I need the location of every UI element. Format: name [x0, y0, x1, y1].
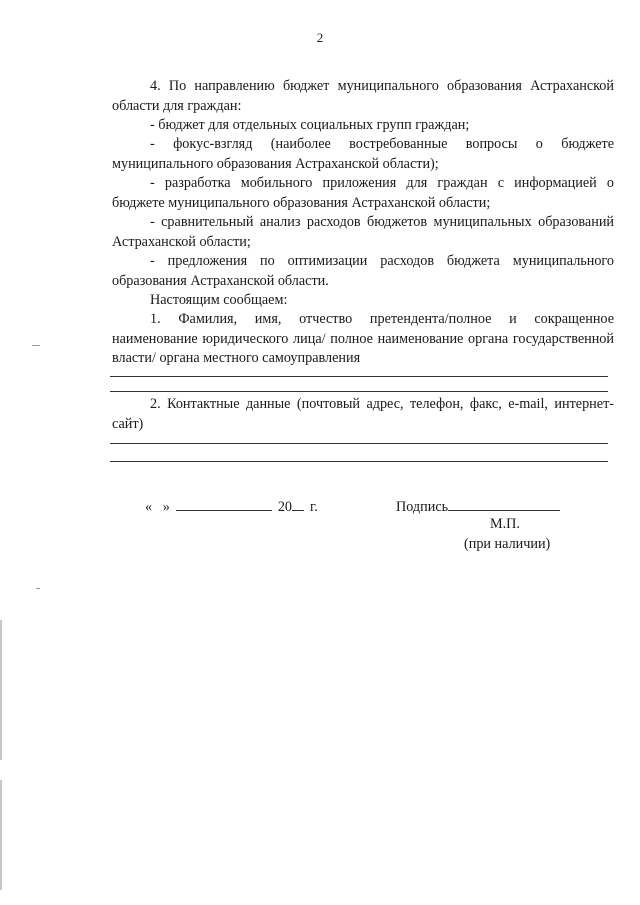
- field1-answer-line: [110, 391, 608, 392]
- page-number: 2: [316, 30, 324, 45]
- field2-answer-line: [110, 461, 608, 462]
- section4-item: - бюджет для отдельных социальных групп граждан;: [150, 117, 470, 133]
- section4-item: - сравнительный анализ расходов бюджетов муниципальных образований Астраханской области;: [112, 214, 614, 250]
- notice-heading: Настоящим сообщаем:: [150, 292, 288, 308]
- scan-edge: [0, 780, 2, 890]
- section4-item: - разработка мобильного приложения для граждан с информацией о бюджете муниципального образования Астраханской области;: [112, 175, 614, 211]
- stamp-label: М.П.: [490, 516, 520, 532]
- stamp-note: (при наличии): [464, 536, 551, 552]
- date-field: [145, 498, 318, 516]
- signature-blank: [448, 498, 560, 511]
- field2-answer-line: [110, 443, 608, 444]
- section4-item: - предложения по оптимизации расходов бюджета муниципального образования Астраханской области.: [112, 253, 614, 289]
- date-open-quote: «: [145, 499, 153, 515]
- date-close-quote: »: [162, 499, 170, 515]
- scan-edge: [0, 620, 2, 760]
- year-suffix: г.: [310, 499, 318, 515]
- section4-item: - фокус-взгляд (наиболее востребованные вопросы о бюджете муниципального образования Астраханской области);: [112, 136, 614, 172]
- year-blank: [292, 498, 304, 511]
- date-month-blank: [176, 498, 272, 511]
- section4-intro: 4. По направлению бюджет муниципального образования Астраханской области для граждан:: [112, 78, 614, 114]
- field1-label: 1. Фамилия, имя, отчество претендента/полное и сокращенное наименование юридического лица/ полное наименование органа государственной власти/ органа местного самоуправления: [112, 311, 614, 366]
- scan-mark: [36, 588, 40, 589]
- field2-label: 2. Контактные данные (почтовый адрес, телефон, факс, e-mail, интернет-сайт): [112, 396, 614, 432]
- signature-label: Подпись: [396, 499, 449, 515]
- scan-mark: [32, 345, 40, 346]
- signature-field: [396, 498, 560, 516]
- year-prefix: 20: [277, 499, 293, 515]
- field1-answer-line: [110, 376, 608, 377]
